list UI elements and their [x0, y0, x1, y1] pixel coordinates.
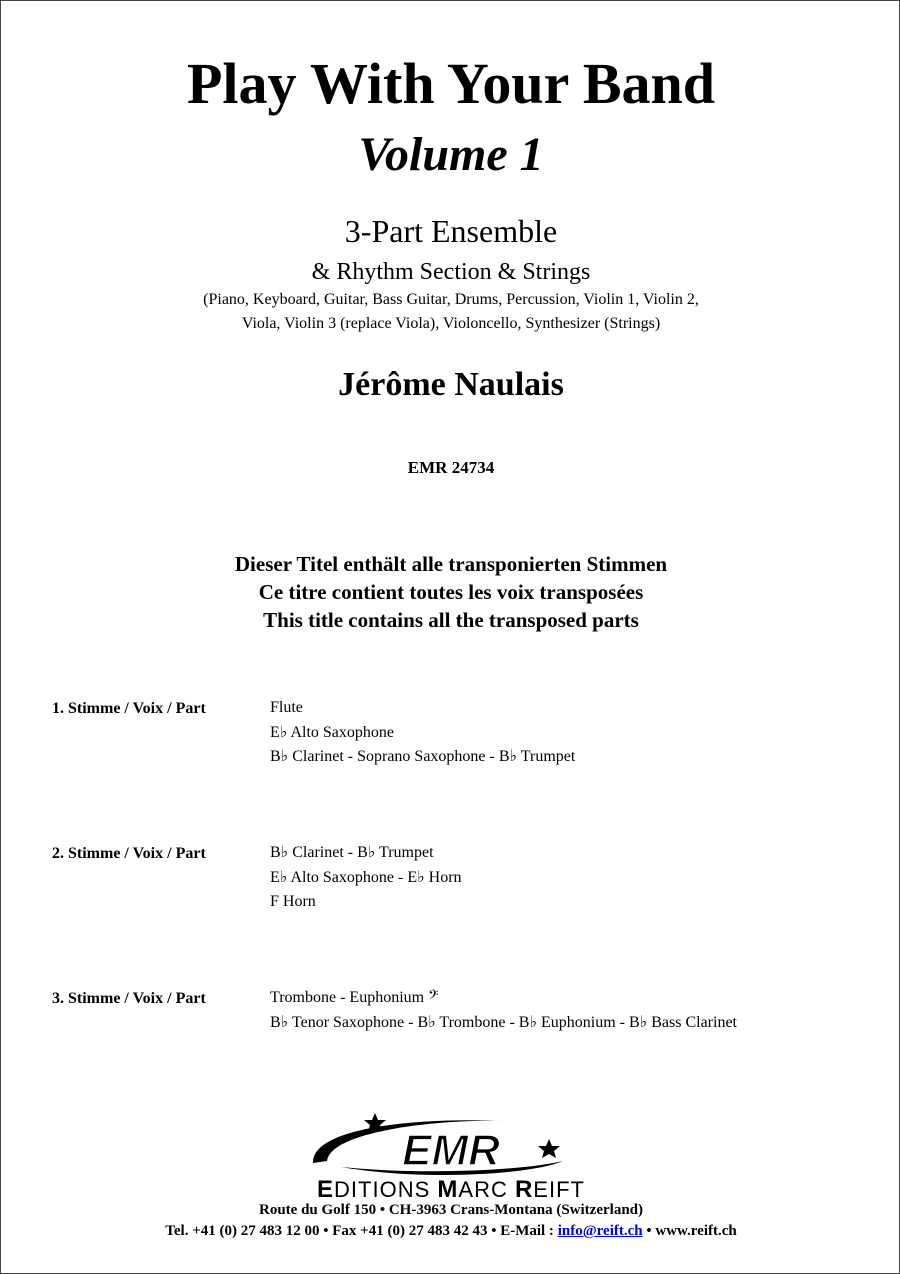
part-2-instruments [270, 841, 462, 915]
publisher-initial-e: E [317, 1176, 335, 1203]
publisher-initial-m: M [437, 1176, 459, 1203]
rhythm-section: & Rhythm Section & Strings [311, 259, 591, 285]
composer-name: Jérôme Naulais [338, 366, 564, 403]
part-3-label: 3. Stimme / Voix / Part [52, 990, 206, 1007]
publisher-contact [1, 1220, 900, 1242]
instrument-list-line-2: Viola, Violin 3 (replace Viola), Violoncello, Synthesizer (Strings) [241, 315, 661, 332]
part-1-instrument: E♭ Alto Saxophone [270, 723, 394, 741]
catalog-number: EMR 24734 [407, 458, 495, 477]
instrument-list-line-1: (Piano, Keyboard, Guitar, Bass Guitar, Drums, Percussion, Violin 1, Violin 2, [203, 291, 699, 308]
email-link[interactable]: info@reift.ch [557, 1223, 643, 1239]
transposed-note-fr: Ce titre contient toutes les voix transposées [258, 580, 644, 604]
part-3-instrument: Trombone - Euphonium 𝄢 [270, 989, 439, 1006]
part-2-instrument: E♭ Alto Saxophone - E♭ Horn [270, 868, 462, 886]
transposed-note-de: Dieser Titel enthält alle transponierten Stimmen [234, 552, 668, 576]
part-3-instrument: B♭ Tenor Saxophone - B♭ Trombone - B♭ Euphonium - B♭ Bass Clarinet [270, 1013, 737, 1031]
part-1-instruments [270, 696, 575, 770]
part-2-instrument: F Horn [270, 893, 316, 910]
emr-logo [301, 1109, 601, 1181]
publisher-word-ditions: DITIONS [334, 1177, 438, 1202]
contact-phone-fax: Tel. +41 (0) 27 483 12 00 • Fax +41 (0) 27 483 42 43 • E-Mail : [165, 1223, 558, 1239]
part-1-instrument: Flute [270, 699, 303, 716]
star-icon [538, 1139, 560, 1158]
part-1-instrument: B♭ Clarinet - Soprano Saxophone - B♭ Trumpet [270, 748, 576, 765]
publisher-word-arc: ARC [458, 1177, 515, 1202]
part-2-instrument: B♭ Clarinet - B♭ Trumpet [270, 844, 434, 861]
logo-text: EMR [402, 1126, 500, 1175]
title: Play With Your Band [186, 51, 716, 116]
instrument-list [1, 288, 900, 336]
publisher-initial-r: R [514, 1176, 534, 1203]
publisher-word-eift: EIFT [533, 1177, 585, 1202]
ensemble-type: 3-Part Ensemble [344, 213, 558, 249]
part-3-instruments [270, 986, 737, 1035]
volume-subtitle: Volume 1 [358, 128, 544, 181]
part-2-label: 2. Stimme / Voix / Part [52, 845, 206, 862]
part-1-label: 1. Stimme / Voix / Part [52, 700, 206, 717]
transposed-note-en: This title contains all the transposed parts [263, 608, 639, 632]
publisher-address: Route du Golf 150 • CH-3963 Crans-Montana (Switzerland) [259, 1202, 643, 1218]
contact-website: • www.reift.ch [642, 1223, 737, 1239]
